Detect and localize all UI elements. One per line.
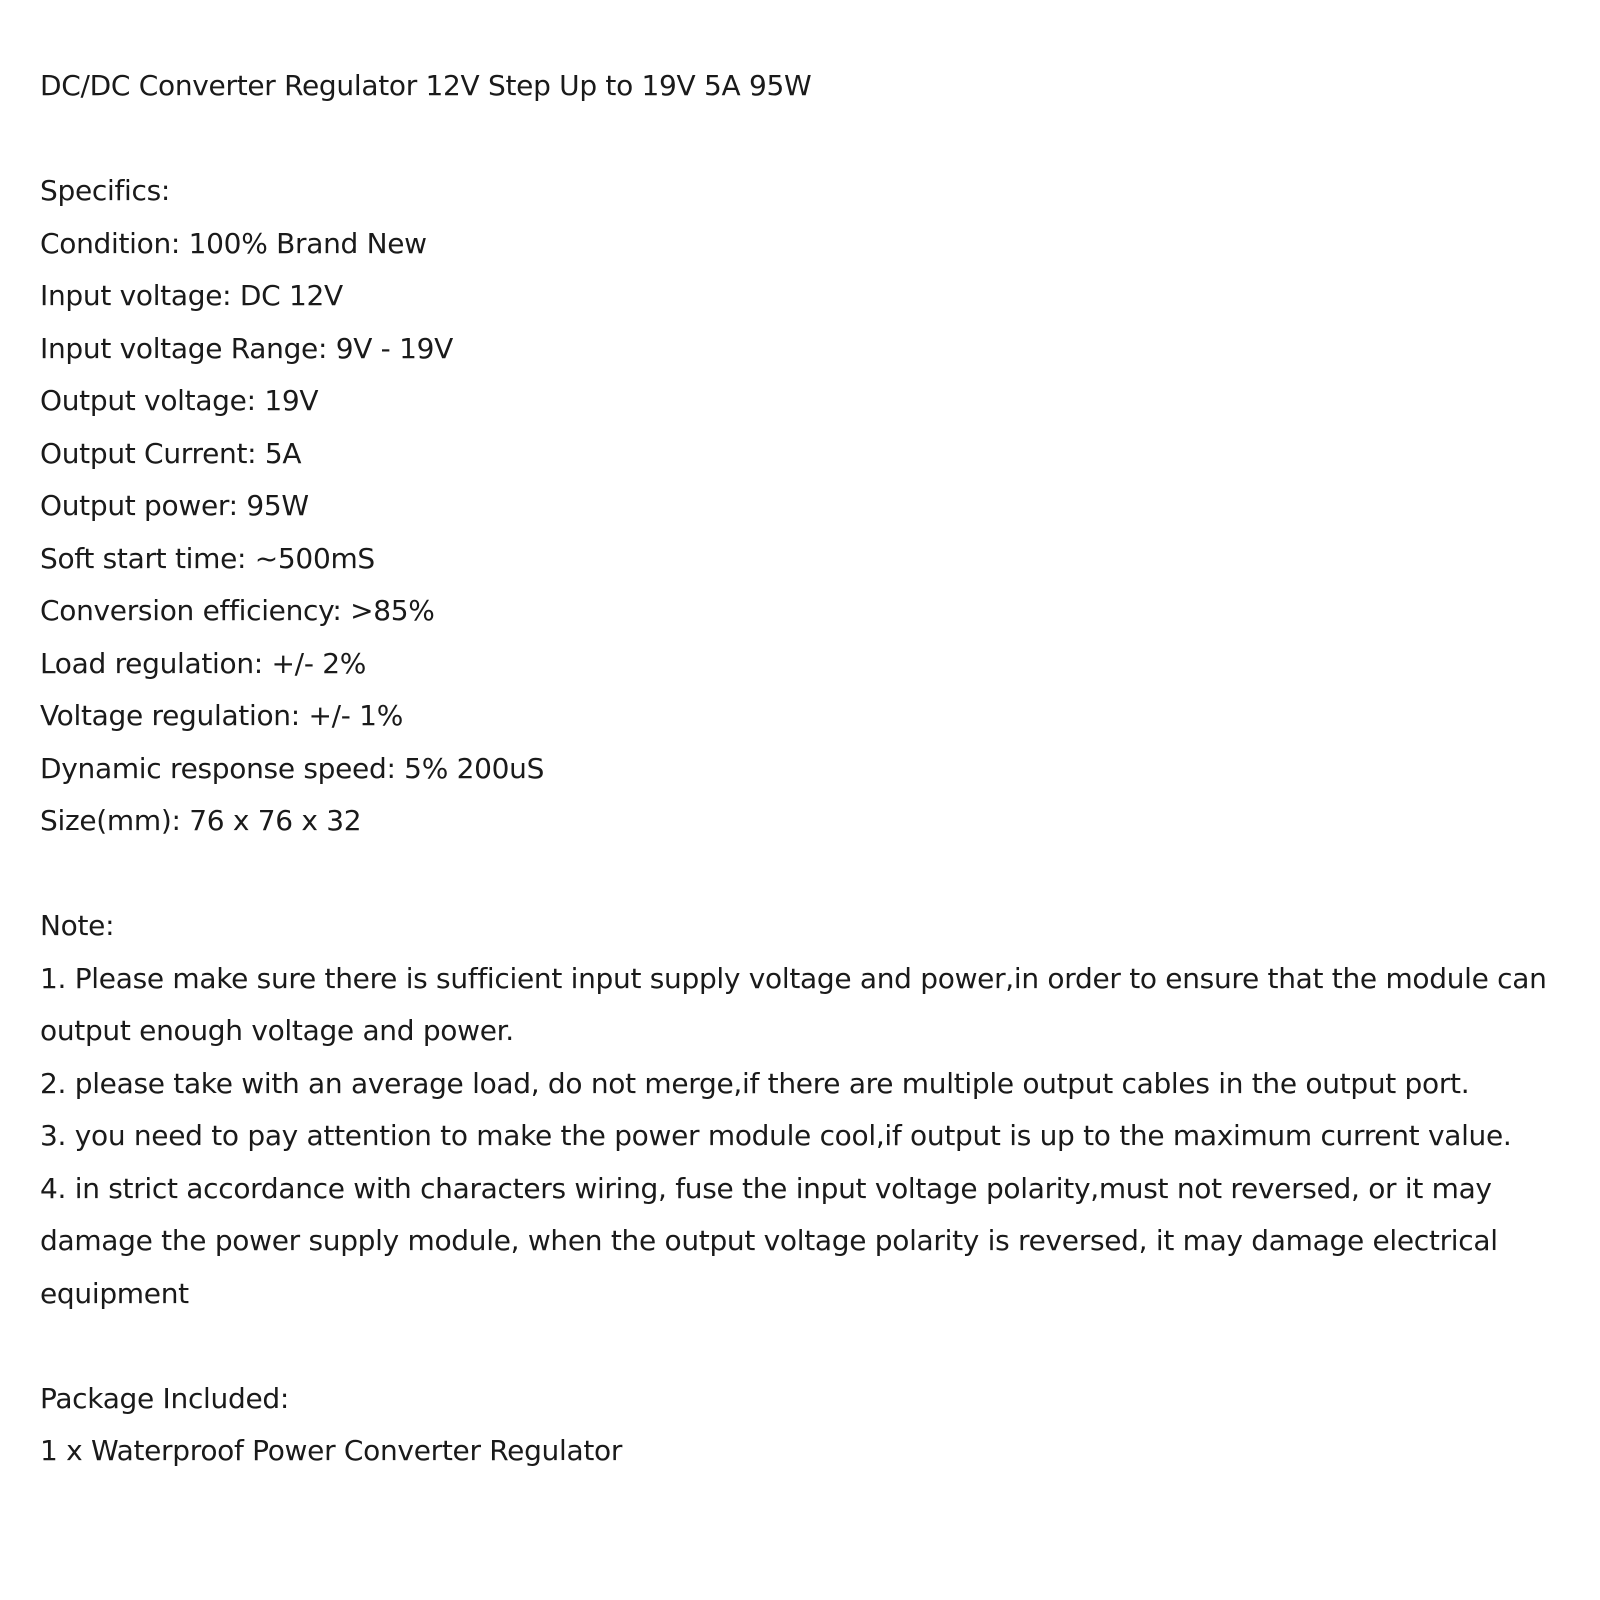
package-heading: Package Included: bbox=[40, 1381, 289, 1415]
spec-item: Conversion efficiency: >85% bbox=[40, 594, 435, 627]
product-description bbox=[40, 60, 1596, 1478]
note-item: 1. Please make sure there is sufficient input supply voltage and power,in order to ensure that the module can output enough voltage and power. bbox=[40, 961, 1547, 1047]
spec-item: Load regulation: +/- 2% bbox=[40, 646, 367, 680]
spec-item: Condition: 100% Brand New bbox=[40, 226, 427, 260]
spacer bbox=[40, 113, 1596, 166]
spec-item: Output voltage: 19V bbox=[40, 384, 319, 417]
note-heading: Note: bbox=[40, 909, 115, 942]
spec-item: Output power: 95W bbox=[40, 489, 309, 522]
product-title: DC/DC Converter Regulator 12V Step Up to 19V 5A 95W bbox=[40, 69, 812, 102]
spec-item: Voltage regulation: +/- 1% bbox=[40, 699, 403, 732]
spec-item: Soft start time: ~500mS bbox=[40, 541, 375, 575]
spec-item: Output Current: 5A bbox=[40, 436, 302, 470]
note-item: 4. in strict accordance with characters wiring, fuse the input voltage polarity,must not reversed, or it may damage the power supply module, when the output voltage polarity is reversed, it may damage electrical equipment bbox=[40, 1171, 1498, 1310]
specifics-heading: Specifics: bbox=[40, 174, 171, 207]
note-item: 2. please take with an average load, do not merge,if there are multiple output cables in the output port. bbox=[40, 1066, 1470, 1100]
spacer bbox=[40, 1320, 1596, 1373]
spec-item: Input voltage Range: 9V - 19V bbox=[40, 331, 453, 365]
spec-item: Dynamic response speed: 5% 200uS bbox=[40, 751, 545, 785]
note-item: 3. you need to pay attention to make the power module cool,if output is up to the maximum current value. bbox=[40, 1119, 1512, 1152]
package-item: 1 x Waterproof Power Converter Regulator bbox=[40, 1434, 623, 1467]
spacer bbox=[40, 848, 1596, 901]
spec-item: Input voltage: DC 12V bbox=[40, 279, 343, 312]
spec-item: Size(mm): 76 x 76 x 32 bbox=[40, 804, 362, 837]
